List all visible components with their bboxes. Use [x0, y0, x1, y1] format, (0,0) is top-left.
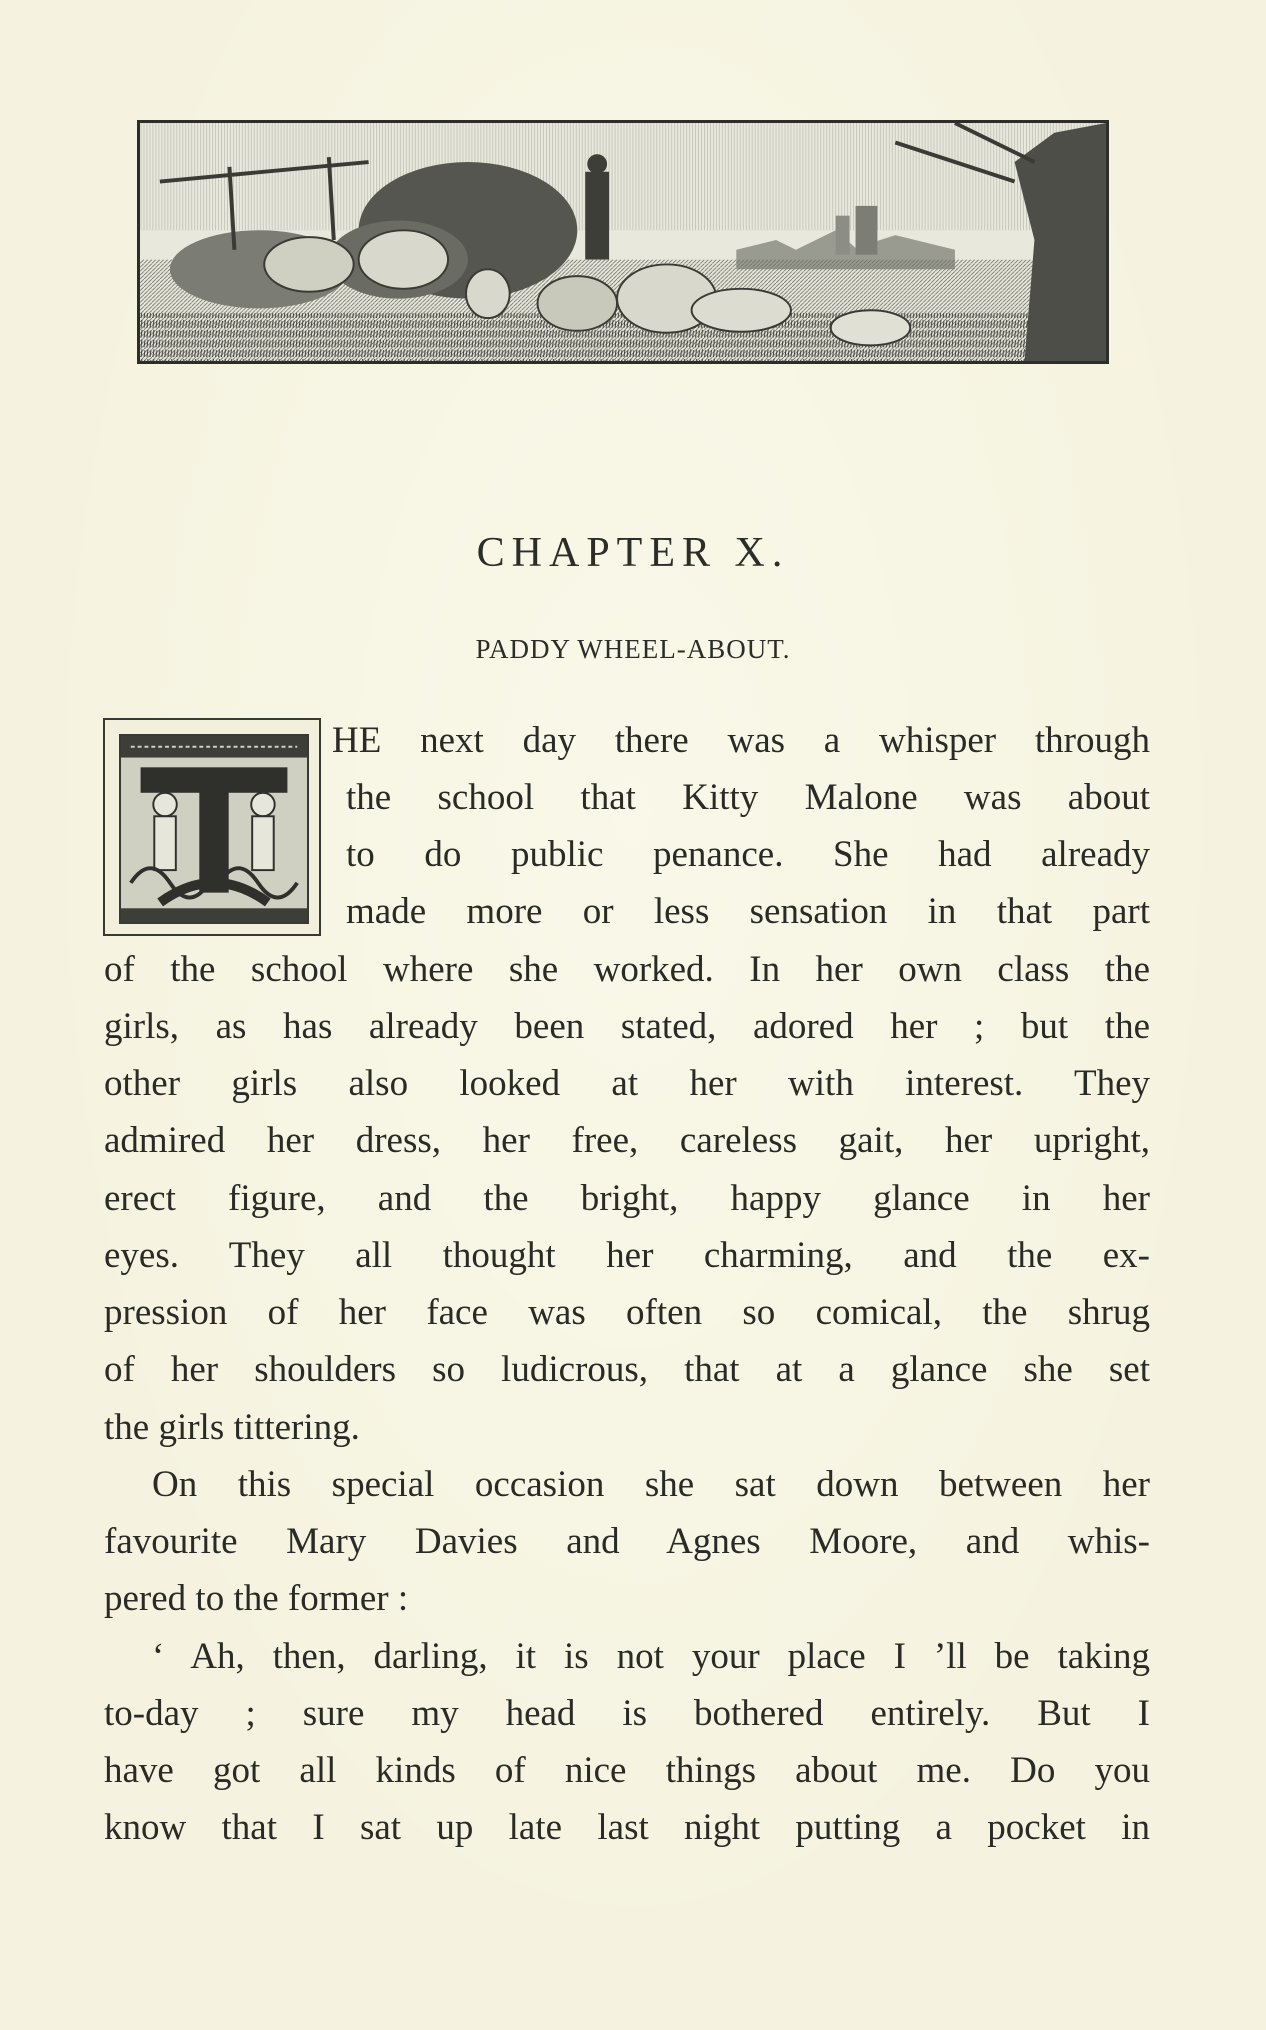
chapter-subtitle: PADDY WHEEL-ABOUT.: [475, 634, 791, 664]
header-engraving-illustration: [137, 120, 1109, 364]
text-line: erect figure, and the bright, happy glance in her: [104, 1178, 1150, 1219]
text-line: pression of her face was often so comical, the shrug: [104, 1292, 1150, 1333]
text-line: of the school where she worked. In her own class the: [104, 949, 1150, 990]
text-line: HE next day there was a whisper through: [332, 720, 1150, 761]
text-line: know that I sat up late last night putting a pocket in: [104, 1807, 1150, 1848]
text-line: pered to the former :: [104, 1578, 409, 1619]
chapter-title: CHAPTER X.: [476, 530, 790, 576]
text-line: ‘ Ah, then, darling, it is not your place I ’ll be taking: [152, 1636, 1150, 1677]
text-line: On this special occasion she sat down between her: [152, 1464, 1150, 1505]
text-line: favourite Mary Davies and Agnes Moore, and whis-: [104, 1521, 1150, 1562]
text-line: the girls tittering.: [104, 1407, 360, 1448]
text-line: to do public penance. She had already: [346, 834, 1150, 875]
text-line: admired her dress, her free, careless gait, her upright,: [104, 1120, 1150, 1161]
text-line: of her shoulders so ludicrous, that at a glance she set: [104, 1349, 1150, 1390]
text-line: girls, as has already been stated, adored her ; but the: [104, 1006, 1150, 1047]
drop-cap-illustration: [103, 718, 321, 936]
text-line: made more or less sensation in that part: [346, 891, 1150, 932]
text-line: other girls also looked at her with interest. They: [104, 1063, 1150, 1104]
text-line: the school that Kitty Malone was about: [346, 777, 1150, 818]
text-line: to-day ; sure my head is bothered entirely. But I: [104, 1693, 1150, 1734]
text-line: eyes. They all thought her charming, and the ex-: [104, 1235, 1150, 1276]
text-line: have got all kinds of nice things about me. Do you: [104, 1750, 1150, 1791]
